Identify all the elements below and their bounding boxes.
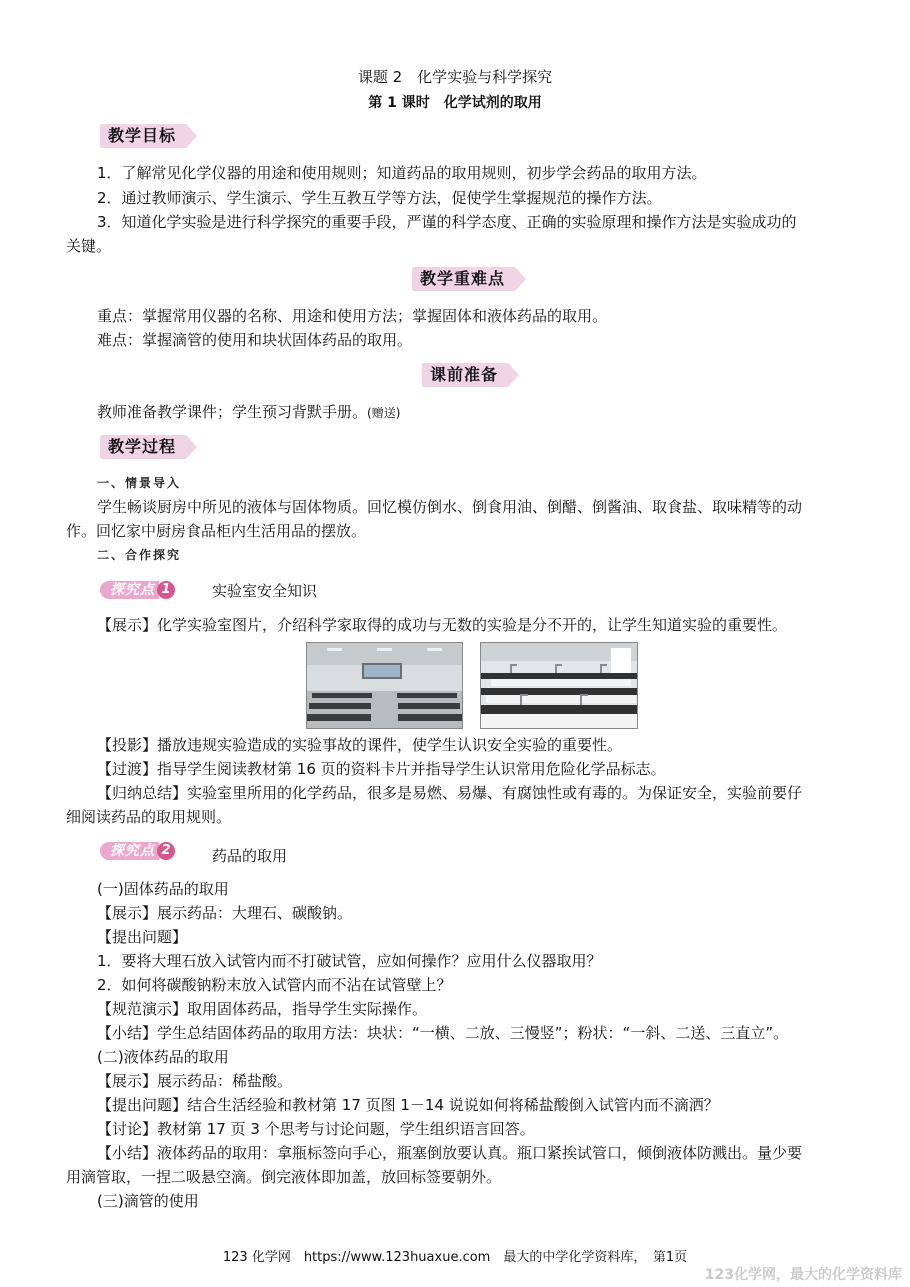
explore-point-2 [100, 841, 175, 861]
prep-text: 教师准备教学课件；学生预习背默手册。 [97, 403, 368, 421]
explore-line: 【投影】播放违规实验造成的实验事故的课件，使学生认识安全实验的重要性。 [97, 736, 623, 754]
goal-line: 3．知道化学实验是进行科学探究的重要手段，严谨的科学态度、正确的实验原理和操作方法是实验成功的 [97, 213, 797, 231]
prep-note: (赠送) [367, 406, 401, 420]
explore-label: 探究点 [100, 842, 159, 860]
goal-line: 1．了解常见化学仪器的用途和使用规则；知道药品的取用规则，初步学会药品的取用方法。 [97, 164, 707, 182]
intro-line: 学生畅谈厨房中所见的液体与固体物质。回忆模仿倒水、倒食用油、倒醋、倒酱油、取食盐、取味精等的动 [97, 498, 803, 516]
explore-title: 实验室安全知识 [212, 582, 318, 600]
explore-line: 【过渡】指导学生阅读教材第 16 页的资料卡片并指导学生认识常用危险化学品标志。 [97, 760, 666, 778]
badge-teaching-goals [100, 123, 197, 149]
explore-line: 用滴管取，一捏二吸悬空滴。倒完液体即加盖，放回标签要朝外。 [66, 1168, 502, 1186]
explore-number: 2 [157, 842, 175, 860]
badge-label: 教学目标 [100, 124, 186, 148]
goal-line: 2．通过教师演示、学生演示、学生互教互学等方法，促使学生掌握规范的操作方法。 [97, 189, 662, 207]
explore-line: 细阅读药品的取用规则。 [66, 808, 232, 826]
explore-line: (二)液体药品的取用 [97, 1048, 229, 1066]
badge-teaching-process [100, 434, 197, 460]
badge-label: 教学过程 [100, 435, 186, 459]
prep-line [97, 403, 400, 422]
explore-line: (三)滴管的使用 [97, 1192, 199, 1210]
explore-line: 【归纳总结】实验室里所用的化学药品，很多是易燃、易爆、有腐蚀性或有毒的。为保证安全，实验前要仔 [97, 784, 803, 802]
goal-line: 关键。 [66, 237, 112, 255]
explore-line: 【展示】展示药品：大理石、碳酸钠。 [97, 904, 353, 922]
watermark: 123化学网，最大的化学资料库 [704, 1267, 902, 1283]
section-heading: 二、合作探究 [97, 548, 182, 562]
badge-label: 课前准备 [422, 363, 508, 387]
lesson-title: 课题 2 化学实验与科学探究 [357, 68, 553, 86]
section-heading: 一、情景导入 [97, 476, 182, 490]
explore-label: 探究点 [100, 581, 159, 599]
badge-key-points [412, 266, 526, 292]
explore-line: 【讨论】教材第 17 页 3 个思考与讨论问题，学生组织语言回答。 [97, 1120, 535, 1138]
key-point-line: 难点：掌握滴管的使用和块状固体药品的取用。 [97, 331, 413, 349]
key-point-line: 重点：掌握常用仪器的名称、用途和使用方法；掌握固体和液体药品的取用。 [97, 307, 608, 325]
explore-line: (一)固体药品的取用 [97, 880, 229, 898]
explore-line: 【提出问题】结合生活经验和教材第 17 页图 1－14 说说如何将稀盐酸倒入试管内而不滴洒？ [97, 1096, 719, 1114]
explore-line: 【展示】化学实验室图片，介绍科学家取得的成功与无数的实验是分不开的，让学生知道实验的重要性。 [97, 616, 788, 634]
explore-line: 【提出问题】 [97, 928, 188, 946]
explore-line: 1．要将大理石放入试管内而不打破试管，应如何操作？应用什么仪器取用？ [97, 952, 602, 970]
lab-photo-1 [306, 642, 463, 729]
explore-line: 【小结】液体药品的取用：拿瓶标签向手心，瓶塞倒放要认真。瓶口紧挨试管口，倾倒液体防溅出。量少要 [97, 1144, 803, 1162]
explore-line: 2．如何将碳酸钠粉末放入试管内而不沾在试管壁上？ [97, 976, 452, 994]
badge-label: 教学重难点 [412, 267, 515, 291]
explore-line: 【规范演示】取用固体药品，指导学生实际操作。 [97, 1000, 428, 1018]
explore-title: 药品的取用 [212, 847, 288, 865]
explore-line: 【小结】学生总结固体药品的取用方法：块状：“一横、二放、三慢竖”；粉状：“一斜、二送、三直立”。 [97, 1024, 789, 1042]
page-footer: 123 化学网 https://www.123huaxue.com 最大的中学化学资料库， 第1页 [222, 1250, 688, 1265]
badge-preparation [422, 362, 519, 388]
explore-point-1 [100, 580, 175, 600]
explore-number: 1 [157, 581, 175, 599]
explore-line: 【展示】展示药品：稀盐酸。 [97, 1072, 293, 1090]
lesson-subtitle: 第 1 课时 化学试剂的取用 [368, 95, 542, 111]
lab-photo-2 [480, 642, 638, 729]
intro-line: 作。回忆家中厨房食品柜内生活用品的摆放。 [66, 522, 367, 540]
